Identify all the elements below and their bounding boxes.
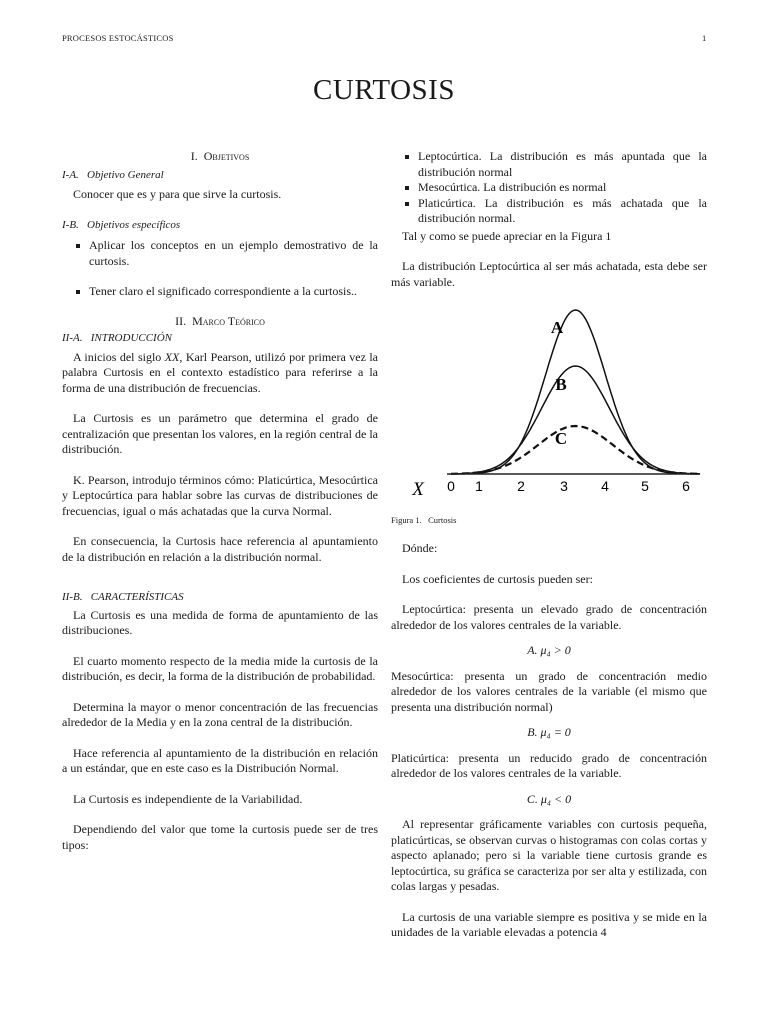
page-number: 1 [702, 33, 707, 43]
running-header: PROCESOS ESTOCÁSTICOS [62, 33, 174, 43]
kurtosis-figure [391, 300, 707, 505]
tick-label: 3 [560, 478, 568, 494]
figure-caption [391, 515, 456, 525]
paragraph: Dependiendo del valor que tome la curtosis puede ser de tres tipos: [62, 822, 378, 852]
left-column [62, 149, 378, 853]
tick-label: 2 [517, 478, 525, 494]
list-item: Mesocúrtica. La distribución es normal [391, 180, 707, 196]
section-title: Marco Teórico [192, 313, 265, 328]
paragraph: Platicúrtica: presenta un reducido grado de concentración alrededor de los valores centrales de la variable. [391, 750, 707, 780]
subsection-number: I-B. [62, 218, 79, 231]
list-item: Tener claro el significado correspondiente a la curtosis.. [62, 284, 378, 300]
paragraph: Los coeficientes de curtosis pueden ser: [402, 571, 593, 586]
tick-label: 6 [682, 478, 690, 494]
curve-a-leptokurtic [451, 310, 700, 474]
subsection-title: INTRODUCCIÓN [90, 332, 173, 344]
subsection-caracteristicas [62, 590, 378, 606]
equation-a: A. μ₄ > 0 [527, 643, 571, 657]
subsection-objetivo-general [62, 168, 378, 184]
figure-ref[interactable]: 1 [605, 228, 612, 243]
paragraph: Conocer que es y para que sirve la curtosis. [73, 187, 282, 201]
objectives-list [62, 238, 378, 300]
section-marco-heading [62, 314, 378, 330]
section-title: Objetivos [203, 149, 250, 163]
equation-b: B. μ₄ = 0 [527, 725, 571, 739]
text-run: La curtosis de una variable siempre es positiva y se mide en la unidades de la variable elevadas a potencia [391, 909, 707, 939]
paragraph: El cuarto momento respecto de la media mide la curtosis de la distribución, es decir, la forma de la distribución de probabilidad. [62, 653, 378, 683]
section-objetivos-heading [62, 149, 378, 165]
curve-label-c: C [554, 429, 568, 448]
equation-c: C. μ₄ < 0 [526, 791, 572, 806]
right-column-top [391, 149, 707, 290]
subsection-number: I-A. [62, 168, 79, 181]
text-run: , Karl Pearson, utilizó por primera vez la palabra Curtosis en el contexto estadístico para referirse a la forma de una distribución de frecuencias. [62, 349, 378, 395]
math-var: XX [164, 349, 180, 364]
section-number: II. [175, 313, 187, 328]
paragraph: Mesocúrtica: presenta un grado de concentración medio alrededor de los valores centrales de la variable (el mismo que presenta una distribución normal) [391, 668, 707, 714]
number: 4 [600, 925, 607, 939]
tick-label: 0 [447, 478, 455, 494]
paragraph: En consecuencia, la Curtosis hace referencia al apuntamiento de la distribución en relación a la distribución normal. [62, 534, 378, 564]
list-item: Leptocúrtica. La distribución es más apuntada que la distribución normal [391, 149, 707, 180]
caption-label: Figura 1. [391, 515, 422, 525]
paragraph: Hace referencia al apuntamiento de la distribución en relación a un estándar, que en este caso es la Distribución Normal. [62, 745, 378, 775]
tick-label: 5 [641, 478, 649, 494]
subsection-title: Objetivos específicos [87, 218, 181, 231]
paragraph: Determina la mayor o menor concentración de las frecuencias alrededor de la Media y en la zona central de la distribución. [62, 699, 378, 729]
curve-label-a: A [550, 318, 564, 337]
text-run: A inicios del siglo [73, 349, 165, 364]
paragraph: Dónde: [402, 541, 438, 555]
right-column-bottom [391, 541, 707, 941]
paper-title: CURTOSIS [313, 74, 455, 106]
subsection-number: II-B. [62, 591, 83, 603]
section-number: I. [190, 149, 198, 163]
paragraph: La Curtosis es un parámetro que determina el grado de centralización que presentan los valores, en la región central de la distribución. [62, 411, 378, 456]
caption-text: Curtosis [428, 515, 457, 525]
paragraph: Al representar gráficamente variables con curtosis pequeña, platicúrticas, se observan curvas o histogramas con colas cortas y aspecto aplanado; pero si la variable tiene curtosis grande es leptocúrtica, su gráfica se caracteriza por ser alta y estilizada, con colas largas y pesadas. [391, 817, 707, 893]
list-item: Platicúrtica. La distribución es más achatada que la distribución normal. [391, 196, 707, 227]
paragraph [62, 350, 378, 397]
tick-label: 4 [601, 478, 609, 494]
tick-label: 1 [475, 478, 483, 494]
subsection-objetivos-especificos [62, 218, 378, 234]
text-run: Tal y como se puede apreciar en la Figura [402, 228, 606, 243]
paragraph: La distribución Leptocúrtica al ser más achatada, esta debe ser más variable. [391, 259, 707, 289]
paragraph: Leptocúrtica: presenta un elevado grado de concentración alrededor de los valores centrales de la variable. [391, 602, 707, 632]
paragraph: La Curtosis es independiente de la Variabilidad. [73, 791, 303, 806]
axis-variable-label: X [412, 479, 424, 500]
paragraph [391, 910, 707, 941]
kurtosis-types-list [391, 149, 707, 227]
curves-group [451, 310, 700, 474]
list-item: Aplicar los conceptos en un ejemplo demostrativo de la curtosis. [62, 238, 378, 269]
subsection-title: Objetivo General [87, 168, 164, 181]
paragraph [391, 229, 707, 245]
subsection-number: II-A. [62, 332, 83, 344]
paragraph: La Curtosis es una medida de forma de apuntamiento de las distribuciones. [62, 607, 378, 637]
curve-label-b: B [555, 375, 567, 394]
paragraph: K. Pearson, introdujo términos cómo: Platicúrtica, Mesocúrtica y Leptocúrtica para hablar sobre las curvas de distribuciones de frecuencias, igual o más achatadas que la curva Normal. [62, 472, 378, 518]
curve-c-platykurtic [451, 426, 700, 474]
curve-b-mesokurtic [451, 366, 700, 474]
subsection-title: CARACTERÍSTICAS [90, 591, 184, 603]
subsection-introduccion [62, 331, 378, 347]
